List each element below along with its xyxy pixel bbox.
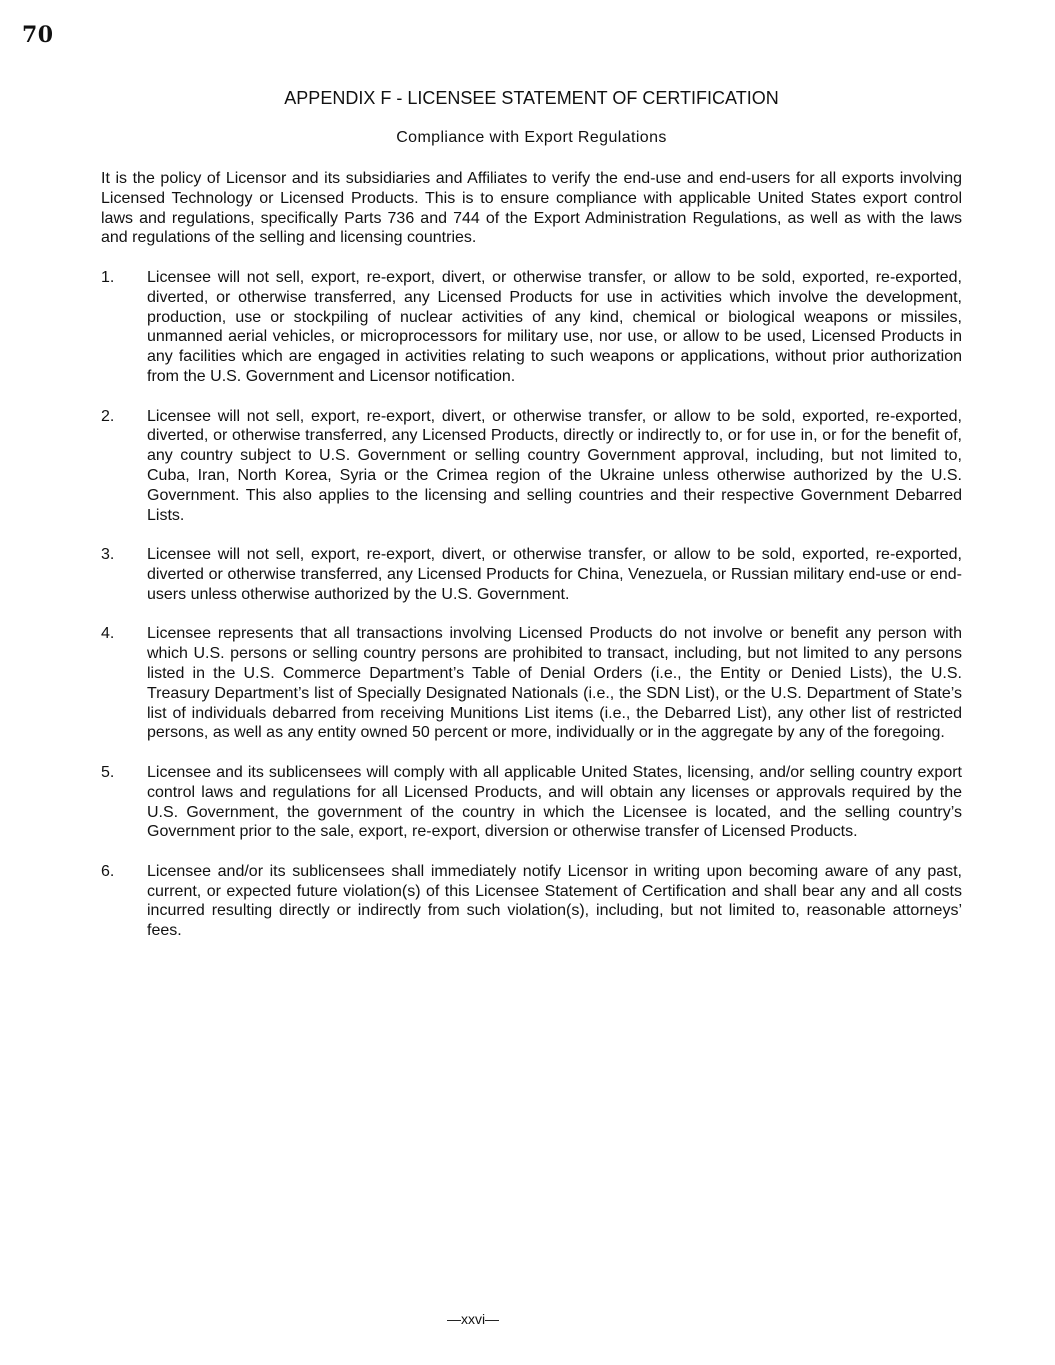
list-item-text: Licensee will not sell, export, re-export, divert, or otherwise transfer, or allow to be sold, exported, re-exported, diverted, or otherwise transferred, any Licensed Products, directly or indirectly to, or for use in, or for the benefit of, any country subject to U.S. Government or selling country Government approval, including, but not limited to, Cuba, Iran, North Korea, Syria or the Crimea region of the Ukraine unless otherwise authorized by the U.S. Government. This also applies to the licensing and selling countries and their respective Government Debarred Lists. (147, 407, 962, 524)
list-item-text: Licensee and its sublicensees will comply with all applicable United States, licensing, and/or selling country export control laws and regulations for all Licensed Products, and will obtain any licenses or approvals required by the U.S. Government, the government of the country in which the Licensee is located, and the selling country’s Government prior to the sale, export, re-export, diversion or otherwise transfer of Licensed Products. (147, 763, 962, 841)
list-item-number: 2. (101, 407, 115, 425)
list-item (101, 407, 962, 526)
list-item (101, 624, 962, 743)
document-subtitle: Compliance with Export Regulations (396, 129, 667, 146)
list-item (101, 763, 962, 842)
list-item-number: 4. (101, 625, 115, 643)
list-item (101, 268, 962, 387)
list-item-number: 3. (101, 546, 115, 564)
list-item-number: 5. (101, 763, 115, 781)
page-footer: —xxvi— (446, 1311, 500, 1327)
list-item (101, 545, 962, 604)
intro-paragraph: It is the policy of Licensor and its subsidiaries and Affiliates to verify the end-use and end-users for all exports involving Licensed Technology or Licensed Products. This is to ensure compliance with applicable United States export control laws and regulations, specifically Parts 736 and 744 of the Export Administration Regulations, as well as with the laws and regulations of the selling and licensing countries. (101, 170, 962, 247)
list-item-text: Licensee will not sell, export, re-export, divert, or otherwise transfer, or allow to be sold, exported, re-exported, diverted, or otherwise transferred, any Licensed Products for use in activities which involve the development, production, use or stockpiling of nuclear activities of any kind, chemical or biological weapons or missiles, unmanned aerial vehicles, or microprocessors for military use, nor use, or allow to be used, Licensed Products in any facilities which are engaged in activities relating to such weapons or applications, without prior authorization from the U.S. Government and Licensor notification. (147, 268, 962, 385)
list-item-text: Licensee represents that all transactions involving Licensed Products do not involve or benefit any person with which U.S. persons or selling country persons are prohibited to transact, including, but not limited to any persons listed in the U.S. Commerce Department’s Table of Denial Orders (i.e., the Entity or Denied Lists), the U.S. Treasury Department’s list of Specially Designated Nationals (i.e., the SDN List), or the U.S. Department of State’s list of individuals debarred from receiving Munitions List items (i.e., the Debarred List), any other list of restricted persons, as well as any entity owned 50 percent or more, individually or in the aggregate by any of the foregoing. (147, 625, 962, 742)
page-number: 70 (22, 22, 54, 48)
list-item-text: Licensee will not sell, export, re-export, divert, or otherwise transfer, or allow to be sold, exported, re-exported, diverted or otherwise transferred, any Licensed Products for China, Venezuela, or Russian military end-use or end-users unless otherwise authorized by the U.S. Government. (147, 546, 962, 603)
list-item-number: 1. (101, 268, 115, 286)
document-title: APPENDIX F - LICENSEE STATEMENT OF CERTIFICATION (284, 88, 779, 108)
list-item-number: 6. (101, 862, 115, 880)
list-item-text: Licensee and/or its sublicensees shall immediately notify Licensor in writing upon becoming aware of any past, current, or expected future violation(s) of this Licensee Statement of Certification and shall bear any and all costs incurred resulting directly or indirectly from such violation(s), including, but not limited to, reasonable attorneys’ fees. (147, 862, 962, 940)
document-body (101, 169, 962, 961)
list-item (101, 862, 962, 941)
